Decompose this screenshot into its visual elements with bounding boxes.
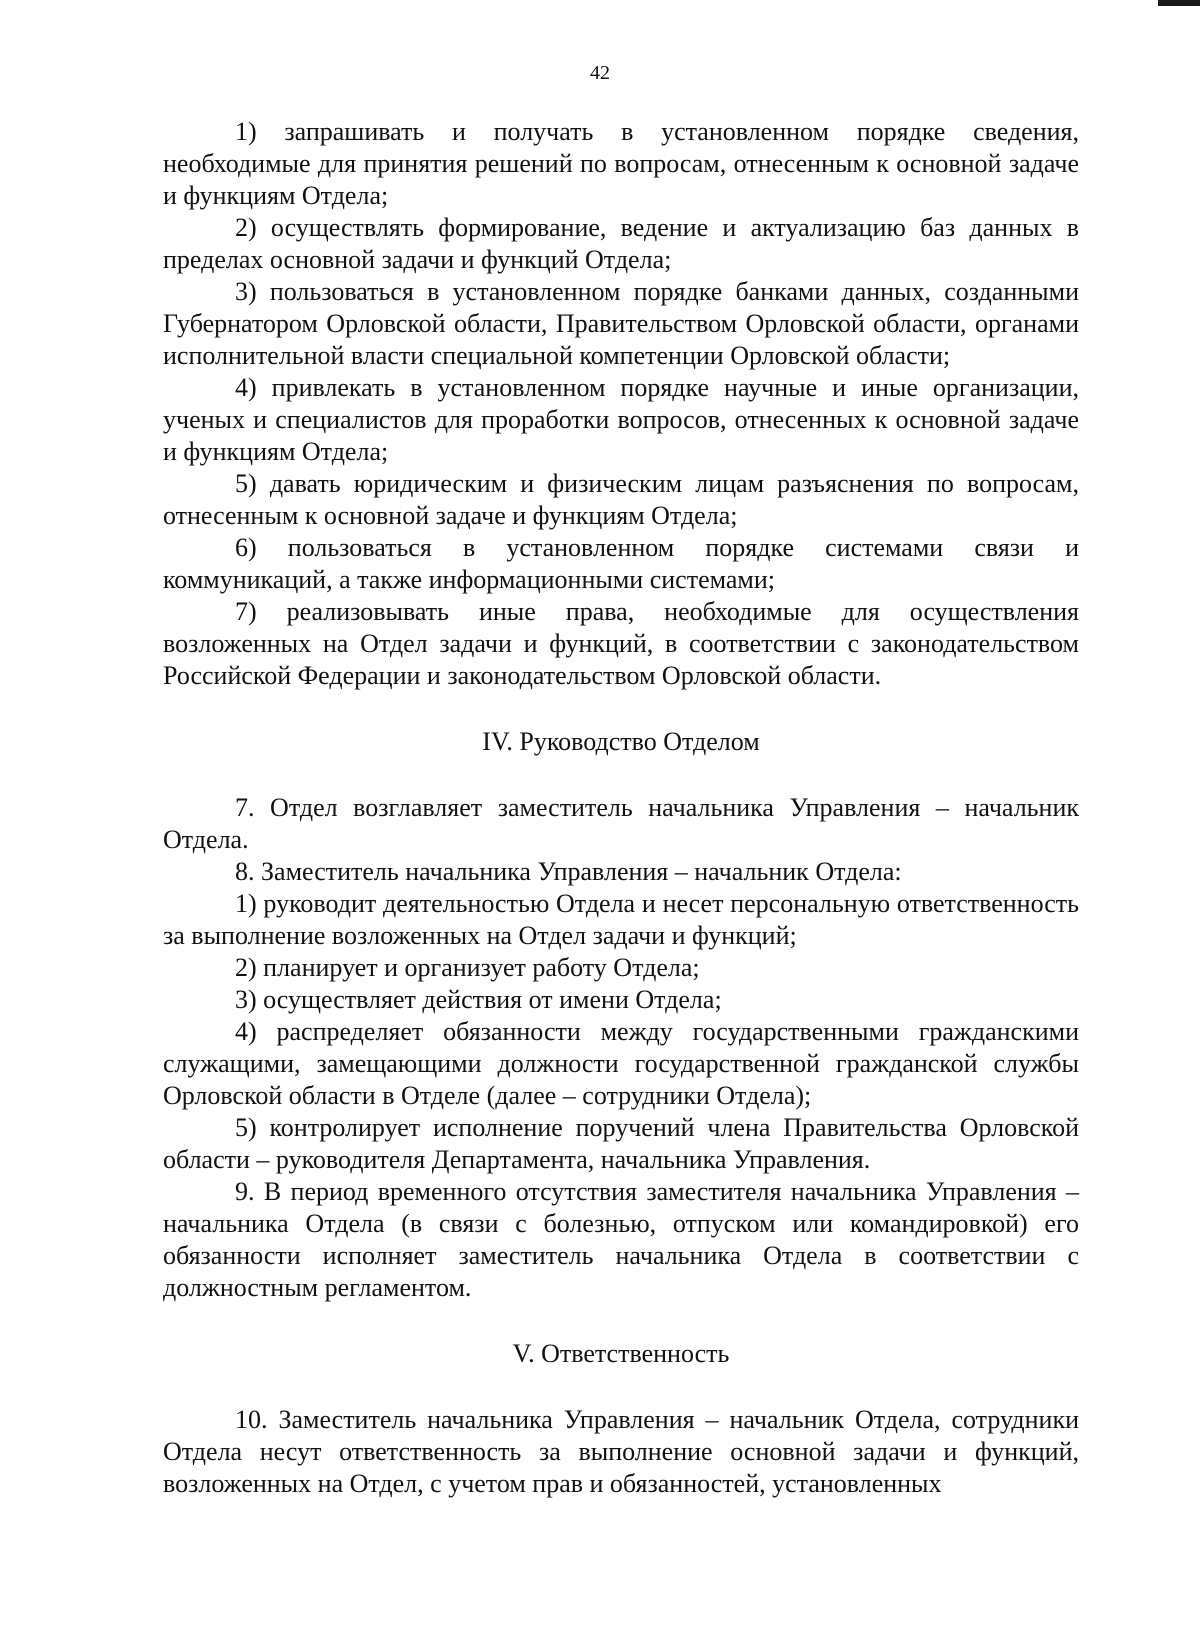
page-number: 42 [590,62,610,84]
paragraph-7: 7. Отдел возглавляет заместитель начальника Управления – начальник Отдела. [163,793,1079,854]
section-heading-responsibility: V. Ответственность [512,1339,730,1368]
scan-edge-mark [1158,0,1200,6]
rights-item-2: 2) осуществлять формирование, ведение и актуализацию баз данных в пределах основной задачи и функций Отдела; [163,213,1079,274]
duty-item-1: 1) руководит деятельностью Отдела и несет персональную ответственность за выполнение возложенных на Отдел задачи и функций; [163,889,1079,950]
rights-item-1: 1) запрашивать и получать в установленном порядке сведения, необходимые для принятия решений по вопросам, отнесенным к основной задаче и функциям Отдела; [163,117,1079,210]
paragraph-8: 8. Заместитель начальника Управления – начальник Отдела: [235,857,902,886]
rights-item-3: 3) пользоваться в установленном порядке банками данных, созданными Губернатором Орловской области, Правительством Орловской области, органами исполнительной власти специальной компетенции Орловской области; [163,277,1079,370]
rights-item-7: 7) реализовывать иные права, необходимые для осуществления возложенных на Отдел задачи и функций, в соответствии с законодательством Российской Федерации и законодательством Орловской области. [163,597,1079,690]
rights-item-6: 6) пользоваться в установленном порядке системами связи и коммуникаций, а также информационными системами; [163,533,1079,594]
duty-item-4: 4) распределяет обязанности между государственными гражданскими служащими, замещающими должности государственной гражданской службы Орловской области в Отделе (далее – сотрудники Отдела); [163,1017,1079,1110]
duty-item-5: 5) контролирует исполнение поручений члена Правительства Орловской области – руководителя Департамента, начальника Управления. [163,1113,1079,1174]
rights-item-5: 5) давать юридическим и физическим лицам разъяснения по вопросам, отнесенным к основной задаче и функциям Отдела; [163,469,1079,530]
duty-item-2: 2) планирует и организует работу Отдела; [235,953,700,982]
section-heading-leadership: IV. Руководство Отделом [482,727,760,756]
paragraph-10: 10. Заместитель начальника Управления – начальник Отдела, сотрудники Отдела несут ответственность за выполнение основной задачи и функций, возложенных на Отдел, с учетом прав и обязанностей, установленных [163,1405,1079,1498]
rights-item-4: 4) привлекать в установленном порядке научные и иные организации, ученых и специалистов для проработки вопросов, отнесенных к основной задаче и функциям Отдела; [163,373,1079,466]
paragraph-9: 9. В период временного отсутствия заместителя начальника Управления – начальника Отдела (в связи с болезнью, отпуском или командировкой) его обязанности исполняет заместитель начальника Отдела в соответствии с должностным регламентом. [163,1177,1079,1302]
document-body [163,116,1079,1500]
duty-item-3: 3) осуществляет действия от имени Отдела; [235,985,722,1014]
